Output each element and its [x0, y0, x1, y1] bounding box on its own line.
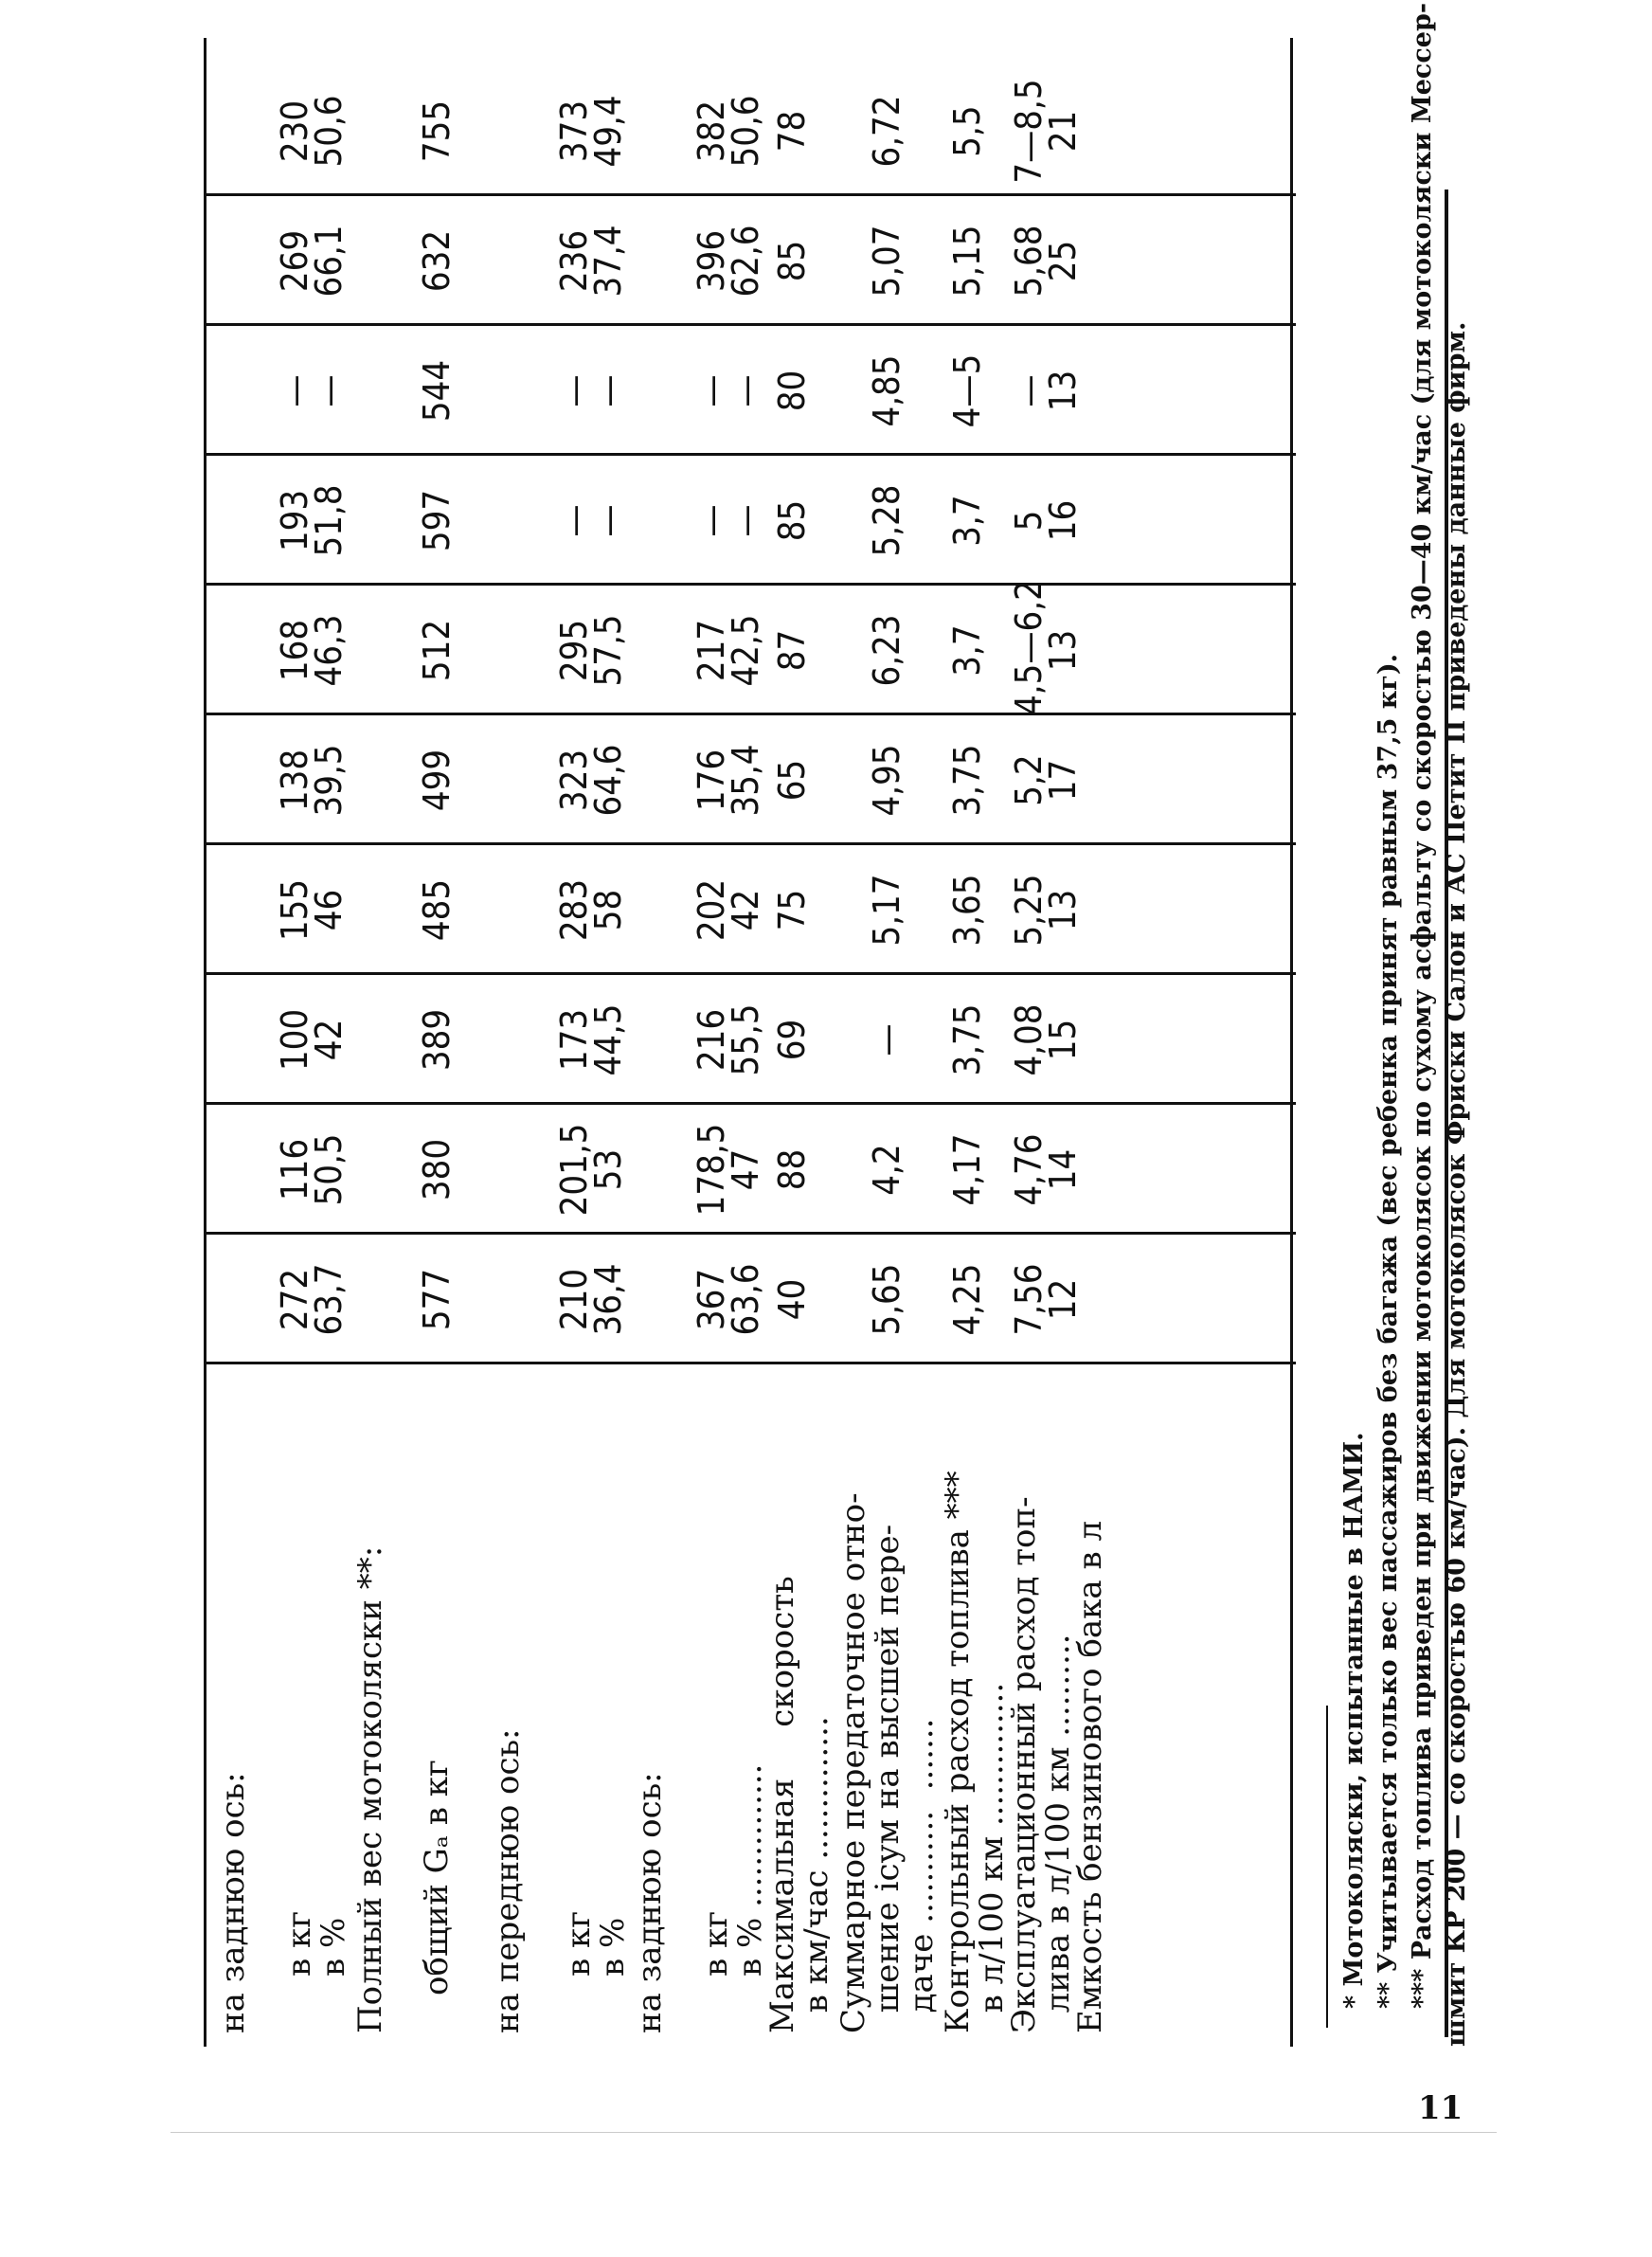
cell-total: 380: [416, 1138, 458, 1201]
cell-value: 46,3: [308, 614, 350, 687]
cell-value: 37,4: [587, 225, 629, 298]
cell-value: —: [691, 374, 732, 407]
cell-total: 755: [416, 99, 458, 163]
cell-value: 5,68: [1008, 225, 1050, 298]
cell-value: 100: [274, 1008, 315, 1072]
cell-value: 42: [308, 1019, 350, 1061]
cell-speed: 78: [771, 110, 813, 153]
row-label: общий Gₐ в кг: [418, 1760, 456, 1995]
cell-rear: [691, 845, 766, 975]
cell-oper-fuel: [1008, 1235, 1084, 1364]
cell-value: —: [725, 374, 766, 407]
cell-value: 50,6: [308, 95, 350, 168]
cell-value: 4,76: [1008, 1133, 1050, 1206]
row-label: Суммарное передаточное отно- шение iсум на высшей пере- даче ........... .......: [835, 1492, 941, 2033]
cell-value: 50,5: [308, 1133, 350, 1206]
cell-total: 485: [416, 878, 458, 942]
cell-front: [553, 1105, 629, 1235]
cell-value: 42,5: [725, 614, 766, 687]
cell-rear-axle: [274, 326, 350, 456]
row-label: на заднюю ось:: [631, 1772, 669, 2033]
cell-value: 272: [274, 1268, 315, 1331]
cell-value: 367: [691, 1268, 732, 1331]
cell-value: —: [725, 504, 766, 537]
row-label: в кг в %: [280, 1910, 352, 1977]
cell-value: 58: [587, 889, 629, 931]
cell-value: 36,4: [587, 1263, 629, 1336]
cell-value: —: [1008, 374, 1050, 407]
cell-speed: 87: [771, 629, 813, 672]
cell-speed: 75: [771, 889, 813, 931]
cell-ratio: 4,85: [866, 354, 907, 427]
cell-oper-fuel: [1008, 580, 1084, 715]
specs-table: [204, 38, 1293, 2047]
cell-value: 116: [274, 1138, 315, 1201]
cell-ratio: 4,2: [866, 1144, 907, 1196]
cell-value: 201,5: [553, 1123, 595, 1217]
cell-total: 597: [416, 489, 458, 552]
cell-speed: 85: [771, 240, 813, 282]
cell-control-fuel: 4—5: [946, 353, 988, 428]
cell-front: [553, 456, 629, 586]
cell-value: 216: [691, 1008, 732, 1072]
cell-control-fuel: 3,75: [946, 1003, 988, 1076]
cell-oper-fuel: [1008, 196, 1084, 326]
cell-value-tank: 25: [1042, 240, 1084, 282]
cell-value: 178,5: [691, 1123, 732, 1217]
cell-oper-fuel: [1008, 66, 1084, 196]
cell-ratio: —: [866, 1023, 907, 1056]
cell-value: 63,6: [725, 1263, 766, 1336]
cell-value: 55,5: [725, 1003, 766, 1076]
cell-total: 499: [416, 749, 458, 812]
cell-rear-axle: [274, 66, 350, 196]
cell-value: —: [274, 374, 315, 407]
footnote: * Мотоколяски, испытанные в НАМИ.: [1339, 1432, 1369, 2009]
cell-ratio: 5,65: [866, 1263, 907, 1336]
cell-rear-axle: [274, 586, 350, 715]
cell-rear-axle: [274, 1105, 350, 1235]
cell-value: 5,2: [1008, 754, 1050, 806]
page-bottom-rule: [171, 2132, 1497, 2133]
cell-value: 269: [274, 229, 315, 293]
cell-control-fuel: 5,5: [946, 105, 988, 157]
cell-value: 49,4: [587, 95, 629, 168]
cell-value: 7—8,5: [1008, 79, 1050, 184]
cell-speed: 69: [771, 1019, 813, 1061]
row-label: на переднюю ось:: [489, 1728, 527, 2033]
cell-value: 155: [274, 878, 315, 942]
cell-total: 389: [416, 1008, 458, 1072]
cell-value: 4,5—6,2: [1008, 580, 1050, 715]
cell-value: 382: [691, 99, 732, 163]
cell-oper-fuel: [1008, 845, 1084, 975]
cell-value: 283: [553, 878, 595, 942]
cell-ratio: 5,17: [866, 874, 907, 947]
cell-value: 39,5: [308, 744, 350, 817]
cell-speed: 88: [771, 1148, 813, 1191]
cell-value: 373: [553, 99, 595, 163]
cell-value: 42: [725, 889, 766, 931]
cell-total: 577: [416, 1268, 458, 1331]
cell-value: 4,08: [1008, 1003, 1050, 1076]
cell-value: 7,56: [1008, 1263, 1050, 1336]
cell-value: 168: [274, 619, 315, 682]
footnote: ** Учитывается только вес пассажиров без багажа (вес ребенка принят равным 37,5 кг).: [1374, 653, 1403, 2009]
cell-value: —: [553, 374, 595, 407]
cell-front: [553, 1235, 629, 1364]
cell-rear: [691, 456, 766, 586]
cell-value: 396: [691, 229, 732, 293]
cell-value: 53: [587, 1148, 629, 1191]
footnote: *** Расход топлива приведен при движении мотоколясок по сухому асфальту со скоростью 30—40 км/час (для мотоколяски Мессер-: [1408, 2, 1437, 2009]
cell-control-fuel: 4,17: [946, 1133, 988, 1206]
cell-value: 173: [553, 1008, 595, 1072]
cell-control-fuel: 4,25: [946, 1263, 988, 1336]
cell-rear: [691, 1105, 766, 1235]
cell-rear: [691, 66, 766, 196]
cell-ratio: 4,95: [866, 744, 907, 817]
cell-value-tank: 15: [1042, 1019, 1084, 1061]
cell-value: 51,8: [308, 484, 350, 557]
cell-ratio: 5,07: [866, 225, 907, 298]
cell-value-tank: 21: [1042, 110, 1084, 153]
cell-value: 47: [725, 1148, 766, 1191]
cell-value: 66,1: [308, 225, 350, 298]
cell-value: 217: [691, 619, 732, 682]
cell-front: [553, 845, 629, 975]
row-label: Емкость бензинового бака в л: [1071, 1520, 1109, 2033]
row-label: в кг в % ..............: [697, 1763, 769, 1977]
cell-value-tank: 13: [1042, 889, 1084, 931]
footnote-rule: [1326, 1706, 1328, 2028]
cell-value-tank: 13: [1042, 370, 1084, 412]
cell-rear-axle: [274, 1235, 350, 1364]
cell-value: —: [691, 504, 732, 537]
cell-value: 230: [274, 99, 315, 163]
cell-ratio: 6,72: [866, 95, 907, 168]
cell-value: 50,6: [725, 95, 766, 168]
row-label: Контрольный расход топлива *** в л/100 км ..............: [939, 1471, 1011, 2033]
cell-value-tank: 14: [1042, 1148, 1084, 1191]
cell-front: [553, 66, 629, 196]
cell-value-tank: 12: [1042, 1278, 1084, 1321]
cell-total: 632: [416, 229, 458, 293]
cell-ratio: 5,28: [866, 484, 907, 557]
cell-control-fuel: 3,75: [946, 744, 988, 817]
cell-control-fuel: 3,7: [946, 624, 988, 677]
row-label: в кг в %: [560, 1910, 632, 1977]
cell-rear: [691, 975, 766, 1105]
cell-value-tank: 13: [1042, 629, 1084, 672]
cell-value: 202: [691, 878, 732, 942]
cell-value: —: [587, 374, 629, 407]
cell-value: 5,25: [1008, 874, 1050, 947]
cell-total: 544: [416, 359, 458, 423]
cell-rear: [691, 326, 766, 456]
row-label: Максимальная скорость в км/час ..............: [763, 1576, 835, 2033]
cell-value: 46: [308, 889, 350, 931]
cell-rear: [691, 196, 766, 326]
footnote: шмит КР 200 — со скоростью 60 км/час). Для мотоколясок Фриски Салон и АС Петит П приведены данные фирм.: [1442, 321, 1471, 2047]
cell-control-fuel: 3,7: [946, 495, 988, 547]
row-label: на заднюю ось:: [214, 1772, 252, 2033]
cell-front: [553, 975, 629, 1105]
cell-rear-axle: [274, 196, 350, 326]
cell-value: 193: [274, 489, 315, 552]
cell-value: 138: [274, 749, 315, 812]
cell-rear: [691, 586, 766, 715]
cell-ratio: 6,23: [866, 614, 907, 687]
cell-oper-fuel: [1008, 715, 1084, 845]
cell-rear-axle: [274, 845, 350, 975]
cell-rear-axle: [274, 975, 350, 1105]
cell-value: 57,5: [587, 614, 629, 687]
cell-front: [553, 326, 629, 456]
page-number: 11: [1418, 2089, 1463, 2127]
cell-value: 176: [691, 749, 732, 812]
cell-speed: 65: [771, 759, 813, 802]
cell-speed: 40: [771, 1278, 813, 1321]
cell-value: 64,6: [587, 744, 629, 817]
cell-speed: 85: [771, 499, 813, 542]
cell-value: 295: [553, 619, 595, 682]
cell-value-tank: 17: [1042, 759, 1084, 802]
cell-oper-fuel: [1008, 1105, 1084, 1235]
cell-front: [553, 586, 629, 715]
cell-control-fuel: 5,15: [946, 225, 988, 298]
row-label: Полный вес мотоколяски **:: [351, 1545, 389, 2033]
cell-value: —: [587, 504, 629, 537]
cell-value: 44,5: [587, 1003, 629, 1076]
cell-value: 323: [553, 749, 595, 812]
cell-value: 5: [1008, 510, 1050, 532]
cell-oper-fuel: [1008, 975, 1084, 1105]
rotated-table-page: [204, 2, 1473, 2047]
cell-value: 63,7: [308, 1263, 350, 1336]
cell-total: 512: [416, 619, 458, 682]
row-label: Эксплуатационный расход топ- лива в л/100 км ..........: [1005, 1496, 1077, 2033]
cell-rear-axle: [274, 715, 350, 845]
cell-value: 210: [553, 1268, 595, 1331]
cell-speed: 80: [771, 370, 813, 412]
cell-value: —: [308, 374, 350, 407]
cell-front: [553, 715, 629, 845]
cell-value: —: [553, 504, 595, 537]
cell-oper-fuel: [1008, 326, 1084, 456]
cell-oper-fuel: [1008, 456, 1084, 586]
cell-rear: [691, 715, 766, 845]
cell-value-tank: 16: [1042, 499, 1084, 542]
cell-value: 35,4: [725, 744, 766, 817]
cell-front: [553, 196, 629, 326]
cell-rear: [691, 1235, 766, 1364]
cell-rear-axle: [274, 456, 350, 586]
cell-value: 236: [553, 229, 595, 293]
cell-value: 62,6: [725, 225, 766, 298]
cell-control-fuel: 3,65: [946, 874, 988, 947]
